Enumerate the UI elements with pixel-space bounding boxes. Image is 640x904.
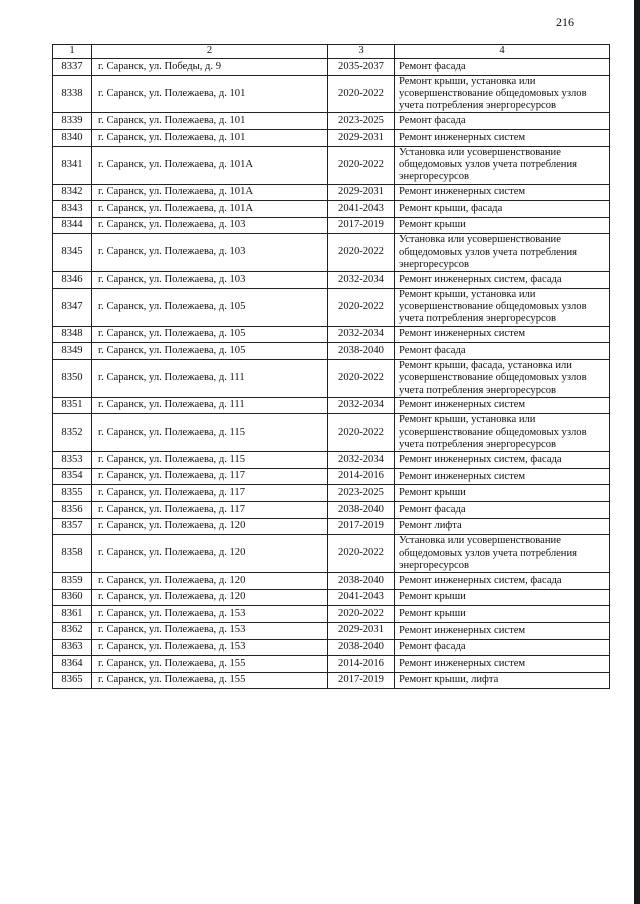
years-cell: 2032-2034 xyxy=(328,272,395,289)
table-row xyxy=(53,234,610,272)
row-number-cell: 8356 xyxy=(53,502,92,519)
row-number-cell: 8351 xyxy=(53,397,92,414)
table-row xyxy=(53,414,610,452)
column-header-work: 4 xyxy=(395,45,610,59)
address-cell: г. Саранск, ул. Полежаева, д. 155 xyxy=(92,672,328,689)
work-type-cell: Ремонт инженерных систем xyxy=(395,468,610,485)
address-cell: г. Саранск, ул. Полежаева, д. 103 xyxy=(92,272,328,289)
address-cell: г. Саранск, ул. Полежаева, д. 117 xyxy=(92,502,328,519)
work-type-cell: Ремонт инженерных систем xyxy=(395,397,610,414)
years-cell: 2032-2034 xyxy=(328,452,395,469)
work-type-cell: Ремонт лифта xyxy=(395,518,610,535)
years-cell: 2038-2040 xyxy=(328,573,395,590)
work-type-cell: Ремонт крыши, установка или усовершенствование общедомовых узлов учета потребления энергоресурсов xyxy=(395,75,610,113)
years-cell: 2038-2040 xyxy=(328,343,395,360)
table-row xyxy=(53,75,610,113)
address-cell: г. Саранск, ул. Победы, д. 9 xyxy=(92,59,328,76)
address-cell: г. Саранск, ул. Полежаева, д. 120 xyxy=(92,535,328,573)
table-row xyxy=(53,535,610,573)
table-header-row xyxy=(53,45,610,59)
row-number-cell: 8358 xyxy=(53,535,92,573)
work-type-cell: Ремонт крыши xyxy=(395,217,610,234)
work-type-cell: Установка или усовершенствование общедомовых узлов учета потребления энергоресурсов xyxy=(395,535,610,573)
row-number-cell: 8364 xyxy=(53,656,92,673)
address-cell: г. Саранск, ул. Полежаева, д. 101 xyxy=(92,113,328,130)
row-number-cell: 8337 xyxy=(53,59,92,76)
row-number-cell: 8353 xyxy=(53,452,92,469)
table-row xyxy=(53,452,610,469)
address-cell: г. Саранск, ул. Полежаева, д. 105 xyxy=(92,343,328,360)
address-cell: г. Саранск, ул. Полежаева, д. 117 xyxy=(92,485,328,502)
work-type-cell: Ремонт инженерных систем, фасада xyxy=(395,272,610,289)
table-row xyxy=(53,502,610,519)
row-number-cell: 8354 xyxy=(53,468,92,485)
work-type-cell: Ремонт крыши, установка или усовершенствование общедомовых узлов учета потребления энергоресурсов xyxy=(395,288,610,326)
table-row xyxy=(53,589,610,606)
row-number-cell: 8346 xyxy=(53,272,92,289)
years-cell: 2020-2022 xyxy=(328,234,395,272)
work-type-cell: Ремонт фасада xyxy=(395,59,610,76)
scan-edge-shadow xyxy=(634,0,640,904)
years-cell: 2020-2022 xyxy=(328,414,395,452)
address-cell: г. Саранск, ул. Полежаева, д. 101 xyxy=(92,130,328,147)
table-row xyxy=(53,639,610,656)
row-number-cell: 8343 xyxy=(53,201,92,218)
years-cell: 2017-2019 xyxy=(328,217,395,234)
column-header-number: 1 xyxy=(53,45,92,59)
row-number-cell: 8359 xyxy=(53,573,92,590)
years-cell: 2032-2034 xyxy=(328,397,395,414)
work-type-cell: Ремонт крыши xyxy=(395,589,610,606)
table-row xyxy=(53,113,610,130)
table-row xyxy=(53,573,610,590)
address-cell: г. Саранск, ул. Полежаева, д. 153 xyxy=(92,622,328,639)
row-number-cell: 8357 xyxy=(53,518,92,535)
years-cell: 2041-2043 xyxy=(328,201,395,218)
row-number-cell: 8345 xyxy=(53,234,92,272)
address-cell: г. Саранск, ул. Полежаева, д. 103 xyxy=(92,217,328,234)
table-row xyxy=(53,343,610,360)
address-cell: г. Саранск, ул. Полежаева, д. 111 xyxy=(92,397,328,414)
address-cell: г. Саранск, ул. Полежаева, д. 115 xyxy=(92,452,328,469)
address-cell: г. Саранск, ул. Полежаева, д. 155 xyxy=(92,656,328,673)
years-cell: 2029-2031 xyxy=(328,622,395,639)
address-cell: г. Саранск, ул. Полежаева, д. 101А xyxy=(92,146,328,184)
row-number-cell: 8344 xyxy=(53,217,92,234)
work-type-cell: Ремонт крыши, фасада, установка или усовершенствование общедомовых узлов учета потребления энергоресурсов xyxy=(395,359,610,397)
table-row xyxy=(53,359,610,397)
years-cell: 2014-2016 xyxy=(328,656,395,673)
address-cell: г. Саранск, ул. Полежаева, д. 105 xyxy=(92,326,328,343)
address-cell: г. Саранск, ул. Полежаева, д. 120 xyxy=(92,573,328,590)
table-row xyxy=(53,201,610,218)
address-cell: г. Саранск, ул. Полежаева, д. 105 xyxy=(92,288,328,326)
work-type-cell: Ремонт инженерных систем, фасада xyxy=(395,573,610,590)
years-cell: 2020-2022 xyxy=(328,146,395,184)
table-body xyxy=(53,59,610,689)
work-type-cell: Ремонт инженерных систем xyxy=(395,326,610,343)
work-type-cell: Ремонт фасада xyxy=(395,639,610,656)
table-row xyxy=(53,146,610,184)
years-cell: 2023-2025 xyxy=(328,113,395,130)
table-row xyxy=(53,217,610,234)
work-type-cell: Установка или усовершенствование общедомовых узлов учета потребления энергоресурсов xyxy=(395,146,610,184)
row-number-cell: 8339 xyxy=(53,113,92,130)
work-type-cell: Ремонт крыши, лифта xyxy=(395,672,610,689)
years-cell: 2038-2040 xyxy=(328,502,395,519)
address-cell: г. Саранск, ул. Полежаева, д. 153 xyxy=(92,639,328,656)
work-type-cell: Ремонт фасада xyxy=(395,502,610,519)
years-cell: 2020-2022 xyxy=(328,75,395,113)
work-type-cell: Ремонт крыши xyxy=(395,606,610,623)
table-row xyxy=(53,130,610,147)
work-type-cell: Ремонт крыши, фасада xyxy=(395,201,610,218)
table-row xyxy=(53,656,610,673)
years-cell: 2023-2025 xyxy=(328,485,395,502)
column-header-address: 2 xyxy=(92,45,328,59)
years-cell: 2029-2031 xyxy=(328,130,395,147)
address-cell: г. Саранск, ул. Полежаева, д. 120 xyxy=(92,589,328,606)
table-row xyxy=(53,468,610,485)
work-type-cell: Ремонт инженерных систем, фасада xyxy=(395,452,610,469)
table-row xyxy=(53,288,610,326)
address-cell: г. Саранск, ул. Полежаева, д. 103 xyxy=(92,234,328,272)
years-cell: 2038-2040 xyxy=(328,639,395,656)
table-row xyxy=(53,485,610,502)
years-cell: 2020-2022 xyxy=(328,359,395,397)
row-number-cell: 8361 xyxy=(53,606,92,623)
address-cell: г. Саранск, ул. Полежаева, д. 120 xyxy=(92,518,328,535)
row-number-cell: 8365 xyxy=(53,672,92,689)
row-number-cell: 8360 xyxy=(53,589,92,606)
years-cell: 2029-2031 xyxy=(328,184,395,201)
page-number: 216 xyxy=(556,15,574,29)
work-type-cell: Установка или усовершенствование общедомовых узлов учета потребления энергоресурсов xyxy=(395,234,610,272)
row-number-cell: 8338 xyxy=(53,75,92,113)
years-cell: 2017-2019 xyxy=(328,672,395,689)
row-number-cell: 8342 xyxy=(53,184,92,201)
row-number-cell: 8341 xyxy=(53,146,92,184)
years-cell: 2035-2037 xyxy=(328,59,395,76)
table-row xyxy=(53,272,610,289)
work-type-cell: Ремонт инженерных систем xyxy=(395,130,610,147)
table-row xyxy=(53,622,610,639)
table-row xyxy=(53,672,610,689)
work-type-cell: Ремонт инженерных систем xyxy=(395,622,610,639)
row-number-cell: 8347 xyxy=(53,288,92,326)
years-cell: 2020-2022 xyxy=(328,606,395,623)
work-type-cell: Ремонт фасада xyxy=(395,113,610,130)
repair-schedule-table xyxy=(52,44,610,689)
years-cell: 2014-2016 xyxy=(328,468,395,485)
row-number-cell: 8349 xyxy=(53,343,92,360)
address-cell: г. Саранск, ул. Полежаева, д. 101 xyxy=(92,75,328,113)
address-cell: г. Саранск, ул. Полежаева, д. 117 xyxy=(92,468,328,485)
years-cell: 2017-2019 xyxy=(328,518,395,535)
work-type-cell: Ремонт инженерных систем xyxy=(395,656,610,673)
table-row xyxy=(53,397,610,414)
row-number-cell: 8340 xyxy=(53,130,92,147)
address-cell: г. Саранск, ул. Полежаева, д. 101А xyxy=(92,184,328,201)
address-cell: г. Саранск, ул. Полежаева, д. 111 xyxy=(92,359,328,397)
column-header-years: 3 xyxy=(328,45,395,59)
row-number-cell: 8350 xyxy=(53,359,92,397)
table-row xyxy=(53,326,610,343)
table-row xyxy=(53,518,610,535)
table-row xyxy=(53,59,610,76)
address-cell: г. Саранск, ул. Полежаева, д. 115 xyxy=(92,414,328,452)
years-cell: 2020-2022 xyxy=(328,288,395,326)
address-cell: г. Саранск, ул. Полежаева, д. 153 xyxy=(92,606,328,623)
row-number-cell: 8362 xyxy=(53,622,92,639)
row-number-cell: 8352 xyxy=(53,414,92,452)
table-row xyxy=(53,606,610,623)
row-number-cell: 8348 xyxy=(53,326,92,343)
work-type-cell: Ремонт крыши, установка или усовершенствование общедомовых узлов учета потребления энергоресурсов xyxy=(395,414,610,452)
row-number-cell: 8363 xyxy=(53,639,92,656)
years-cell: 2032-2034 xyxy=(328,326,395,343)
work-type-cell: Ремонт инженерных систем xyxy=(395,184,610,201)
years-cell: 2020-2022 xyxy=(328,535,395,573)
work-type-cell: Ремонт фасада xyxy=(395,343,610,360)
row-number-cell: 8355 xyxy=(53,485,92,502)
years-cell: 2041-2043 xyxy=(328,589,395,606)
work-type-cell: Ремонт крыши xyxy=(395,485,610,502)
table-row xyxy=(53,184,610,201)
address-cell: г. Саранск, ул. Полежаева, д. 101А xyxy=(92,201,328,218)
